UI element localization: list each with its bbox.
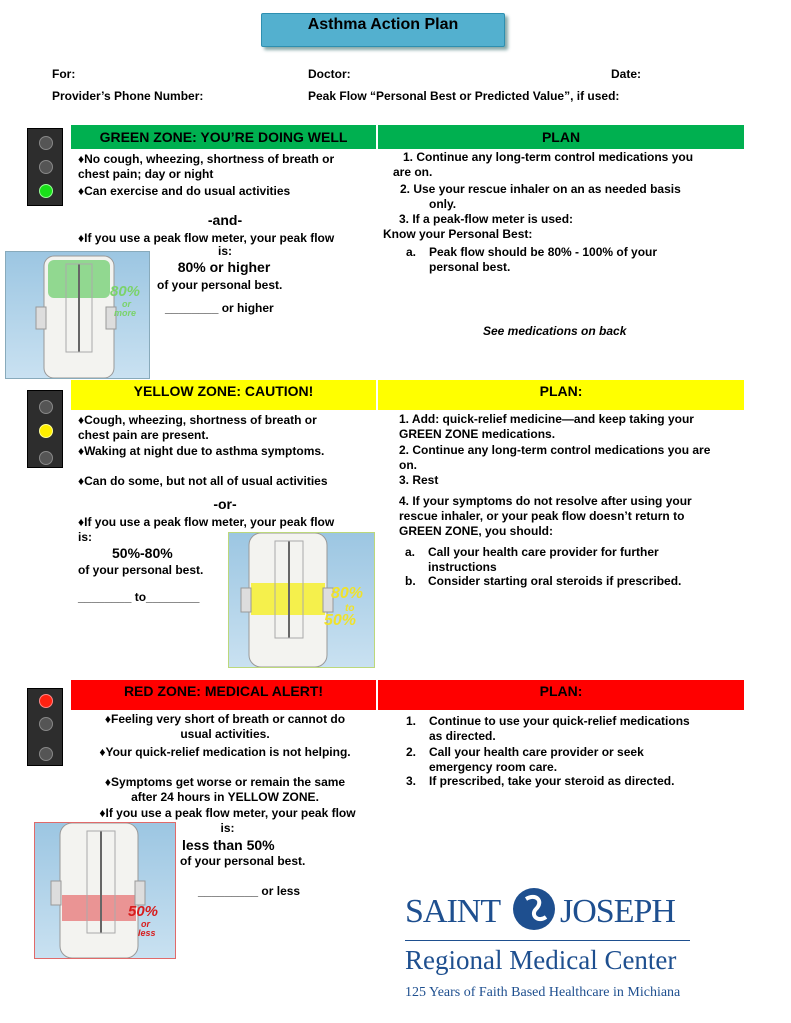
lamp-green-icon: [39, 184, 53, 198]
or-separator: -or-: [213, 496, 237, 512]
and-separator: -and-: [207, 212, 243, 228]
list-item: Know your Personal Best:: [383, 227, 533, 241]
yellow-zone-title: YELLOW ZONE: CAUTION!: [71, 380, 376, 410]
red-plan1-marker: 1.: [406, 714, 417, 728]
green-plan-title: PLAN: [378, 125, 744, 149]
red-personal: of your personal best.: [180, 854, 306, 868]
see-medications-note: See medications on back: [483, 324, 627, 338]
green-zone-title: GREEN ZONE: YOU’RE DOING WELL: [71, 125, 376, 149]
green-personal: of your personal best.: [157, 278, 283, 292]
cross-emblem-icon: [510, 885, 558, 933]
doctor-label: Doctor:: [308, 67, 351, 81]
red-plan2-marker: 2.: [406, 745, 417, 759]
list-item: after 24 hours in YELLOW ZONE.: [131, 790, 319, 804]
yellow-symptoms: [78, 413, 378, 489]
list-item: 2. Continue any long-term control medications you are: [399, 443, 711, 457]
red-zone-title: RED ZONE: MEDICAL ALERT!: [71, 680, 376, 710]
yellow-peak-flow-meter-image: 80% to 50%: [228, 532, 375, 668]
list-item: GREEN ZONE medications.: [399, 427, 556, 441]
list-item: 4. If your symptoms do not resolve after using your: [399, 494, 692, 508]
list-item: are on.: [393, 165, 433, 179]
list-item: rescue inhaler, or your peak flow doesn’t return to: [399, 509, 685, 523]
traffic-light-red: [27, 688, 63, 766]
list-item: ♦Can do some, but not all of usual activities: [78, 474, 328, 488]
red-plan3: If prescribed, take your steroid as directed.: [429, 774, 675, 788]
peakflow-label: Peak Flow “Personal Best or Predicted Value”, if used:: [308, 89, 620, 103]
lamp-red-icon: [39, 694, 53, 708]
for-label: For:: [52, 67, 76, 81]
yellow-plan: [399, 412, 749, 539]
lamp-off-icon: [39, 160, 53, 174]
yellow-blank: ________ to________: [78, 590, 200, 604]
red-blank: _________ or less: [198, 884, 301, 898]
red-plan2: Call your health care provider or seek emergency room care.: [429, 745, 644, 774]
red-peak-line: ♦If you use a peak flow meter, your peak flow is:: [99, 806, 356, 835]
green-peak-flow-meter-image: 80% or more: [5, 251, 150, 379]
list-item: on.: [399, 458, 417, 472]
yellow-sub-b-marker: b.: [405, 574, 416, 588]
yellow-plan-title: PLAN:: [378, 380, 744, 410]
yellow-peak-line: ♦If you use a peak flow meter, your peak flow is:: [78, 515, 335, 544]
green-sub-a: Peak flow should be 80% - 100% of your personal best.: [429, 245, 658, 274]
green-peak-line: ♦If you use a peak flow meter, your peak flow: [78, 231, 335, 245]
saint-joseph-logo: SAINT JOSEPH Regional Medical Center 125 Years of Faith Based Healthcare in Michiana: [405, 885, 705, 1005]
list-item: ♦Your quick-relief medication is not helping.: [99, 745, 351, 759]
list-item: ♦Symptoms get worse or remain the same: [104, 775, 346, 789]
lamp-off-icon: [39, 747, 53, 761]
lamp-off-icon: [39, 136, 53, 150]
yellow-range: 50%-80%: [112, 545, 173, 561]
list-item: 2. Use your rescue inhaler on an as needed basis: [400, 182, 681, 196]
lamp-yellow-icon: [39, 424, 53, 438]
red-symptoms: [80, 712, 370, 805]
page-title: Asthma Action Plan: [261, 13, 505, 47]
green-symptoms: [78, 152, 378, 199]
green-range: 80% or higher: [177, 259, 271, 275]
yellow-sub-a-marker: a.: [405, 545, 416, 559]
list-item: usual activities.: [180, 727, 270, 741]
red-plan3-marker: 3.: [406, 774, 417, 788]
yellow-sub-b: Consider starting oral steroids if prescribed.: [428, 574, 682, 588]
date-label: Date:: [611, 67, 642, 81]
list-item: GREEN ZONE, you should:: [399, 524, 554, 538]
list-item: chest pain are present.: [78, 428, 209, 442]
red-range: less than 50%: [182, 837, 275, 853]
lamp-off-icon: [39, 400, 53, 414]
list-item: ♦Waking at night due to asthma symptoms.: [78, 444, 325, 458]
yellow-sub-a: Call your health care provider for further instructions: [428, 545, 659, 574]
list-item: only.: [429, 197, 457, 211]
list-item: ♦No cough, wheezing, shortness of breath or: [78, 152, 335, 166]
green-plan: [383, 150, 753, 242]
yellow-personal: of your personal best.: [78, 563, 204, 577]
list-item: ♦Feeling very short of breath or cannot do: [104, 712, 346, 726]
green-sub-a-marker: a.: [406, 245, 417, 259]
traffic-light-green: [27, 128, 63, 206]
red-peak-flow-meter-image: 50% or less: [34, 822, 176, 959]
list-item: 3. If a peak-flow meter is used:: [399, 212, 574, 226]
list-item: chest pain; day or night: [78, 167, 214, 181]
list-item: 1. Add: quick-relief medicine—and keep taking your: [399, 412, 694, 426]
lamp-off-icon: [39, 451, 53, 465]
phone-label: Provider’s Phone Number:: [52, 89, 204, 103]
green-blank: ________ or higher: [165, 301, 274, 315]
green-peak-is: is:: [217, 244, 232, 258]
red-plan1: Continue to use your quick-relief medications as directed.: [429, 714, 690, 743]
list-item: 3. Rest: [399, 473, 439, 487]
traffic-light-yellow: [27, 390, 63, 468]
list-item: ♦Cough, wheezing, shortness of breath or: [78, 413, 317, 427]
list-item: 1. Continue any long-term control medications you: [403, 150, 694, 164]
list-item: ♦Can exercise and do usual activities: [78, 184, 291, 198]
lamp-off-icon: [39, 717, 53, 731]
logo-divider: [405, 940, 690, 941]
red-plan-title: PLAN:: [378, 680, 744, 710]
